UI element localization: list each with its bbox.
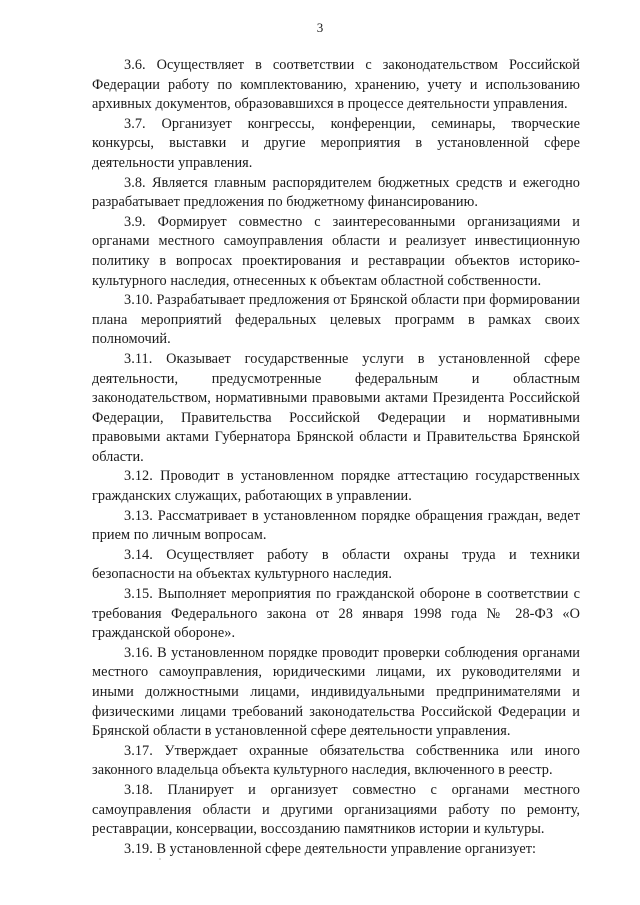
scan-speck bbox=[159, 858, 161, 860]
paragraph-3-6: 3.6. Осуществляет в соответствии с законодательством Российской Федерации работу по комплектованию, хранению, учету и использованию архивных документов, образовавшихся в процессе деятельности управления. bbox=[92, 57, 580, 113]
paragraph-3-14: 3.14. Осуществляет работу в области охраны труда и техники безопасности на объектах культурного наследия. bbox=[92, 546, 580, 583]
paragraph-3-19: 3.19. В установленной сфере деятельности управление организует: bbox=[124, 840, 537, 857]
document-body bbox=[92, 56, 580, 859]
paragraph-3-13: 3.13. Рассматривает в установленном порядке обращения граждан, ведет прием по личным вопросам. bbox=[92, 507, 580, 544]
paragraph-3-12: 3.12. Проводит в установленном порядке аттестацию государственных гражданских служащих, работающих в управлении. bbox=[92, 468, 580, 505]
paragraph-3-16: 3.16. В установленном порядке проводит проверки соблюдения органами местного самоуправления, юридическими лицами, их руководителями и иными должностными лицами, индивидуальными предпринимателями и физическими лицами требований законодательства Российской Федерации и Брянской области в установленной сфере деятельности управления. bbox=[92, 644, 580, 740]
paragraph-3-8: 3.8. Является главным распорядителем бюджетных средств и ежегодно разрабатывает предложения по бюджетному финансированию. bbox=[92, 174, 580, 211]
paragraph-3-11: 3.11. Оказывает государственные услуги в установленной сфере деятельности, предусмотренные федеральным и областным законодательством, нормативными правовыми актами Президента Российской Федерации, Правительства Российской Федерации и нормативными правовыми актами Губернатора Брянской области и Правительства Брянской области. bbox=[92, 350, 580, 465]
paragraph-3-18: 3.18. Планирует и организует совместно с органами местного самоуправления области и другими организациями работу по ремонту, реставрации, консервации, воссозданию памятников истории и культуры. bbox=[92, 781, 580, 838]
paragraph-3-7: 3.7. Организует конгрессы, конференции, семинары, творческие конкурсы, выставки и другие мероприятия в установленной сфере деятельности управления. bbox=[92, 115, 580, 171]
paragraph-3-15: 3.15. Выполняет мероприятия по гражданской обороне в соответствии с требования Федерального закона от 28 января 1998 года № 28-ФЗ «О гражданской обороне». bbox=[92, 586, 580, 642]
paragraph-3-9: 3.9. Формирует совместно с заинтересованными организациями и органами местного самоуправления области и реализует инвестиционную политику в вопросах проектирования и реставрации объектов историко-культурного наследия, отнесенных к объектам областной собственности. bbox=[92, 213, 580, 289]
page-number: 3 bbox=[316, 20, 324, 35]
paragraph-3-17: 3.17. Утверждает охранные обязательства собственника или иного законного владельца объекта культурного наследия, включенного в реестр. bbox=[92, 742, 580, 779]
paragraph-3-10: 3.10. Разрабатывает предложения от Брянской области при формировании плана мероприятий федеральных целевых программ в рамках своих полномочий. bbox=[92, 292, 580, 348]
